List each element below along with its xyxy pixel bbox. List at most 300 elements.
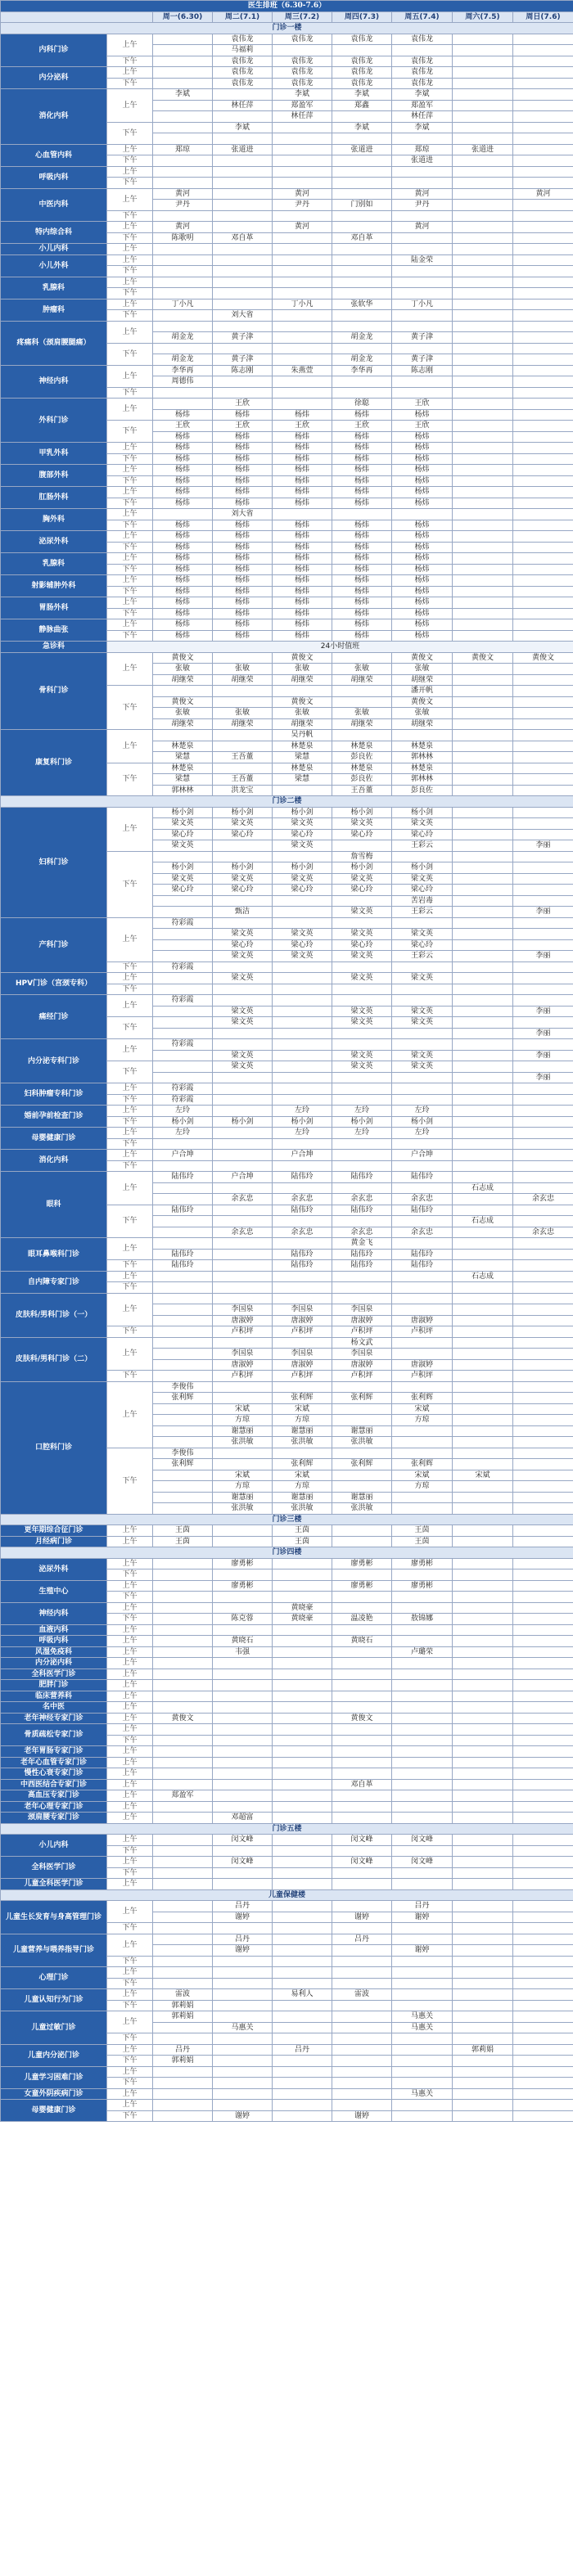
- doctor-cell: 杨炜: [332, 443, 392, 454]
- doctor-cell: 马福莉: [213, 45, 273, 56]
- doctor-cell: [453, 917, 513, 929]
- doctor-cell: [153, 929, 213, 940]
- doctor-cell: 敖锦娜: [392, 1614, 453, 1625]
- doctor-cell: 方琼: [392, 1415, 453, 1426]
- doctor-cell: 谢慧丽: [332, 1425, 392, 1437]
- doctor-cell: 梁心玲: [392, 885, 453, 896]
- doctor-cell: [392, 1028, 453, 1039]
- doctor-cell: 梁文英: [332, 929, 392, 940]
- doctor-cell: [453, 1768, 513, 1780]
- doctor-cell: [392, 178, 453, 189]
- department-name: 更年期综合征门诊: [1, 1525, 107, 1537]
- doctor-cell: [332, 1967, 392, 1979]
- doctor-cell: [513, 1381, 573, 1393]
- doctor-cell: 杨炜: [392, 453, 453, 465]
- doctor-cell: [392, 288, 453, 299]
- doctor-cell: [453, 354, 513, 366]
- doctor-cell: 张道进: [392, 155, 453, 167]
- doctor-cell: 李华再: [332, 365, 392, 376]
- doctor-cell: [453, 232, 513, 244]
- doctor-cell: [453, 475, 513, 487]
- doctor-cell: [513, 56, 573, 67]
- doctor-cell: [153, 2022, 213, 2033]
- time-slot-label: 上午: [107, 1901, 153, 1923]
- doctor-cell: 梁文英: [332, 1006, 392, 1017]
- doctor-cell: [453, 1371, 513, 1382]
- doctor-cell: 梁心玲: [332, 829, 392, 840]
- doctor-cell: 杨炜: [273, 475, 332, 487]
- time-slot-label: 下午: [107, 630, 153, 642]
- schedule-row: [1, 1669, 573, 1680]
- schedule-row: [1, 1646, 573, 1658]
- doctor-cell: [513, 961, 573, 973]
- doctor-cell: 陈歌明: [153, 232, 213, 244]
- schedule-row: [1, 973, 573, 984]
- doctor-cell: 杨炜: [273, 520, 332, 531]
- doctor-cell: [513, 1403, 573, 1415]
- doctor-cell: 林楚泉: [153, 741, 213, 752]
- time-slot-label: 上午: [107, 443, 153, 454]
- doctor-cell: 邓自革: [213, 232, 273, 244]
- department-name: 血液内科: [1, 1624, 107, 1636]
- doctor-cell: 廖勇彬: [392, 1580, 453, 1592]
- doctor-cell: 黄晓豪: [273, 1602, 332, 1614]
- doctor-cell: [332, 277, 392, 288]
- doctor-cell: [273, 1912, 332, 1923]
- doctor-cell: [392, 1978, 453, 1989]
- department-name: 呼吸内科: [1, 166, 107, 188]
- doctor-cell: 杨炜: [273, 630, 332, 642]
- doctor-cell: 徐聪: [332, 399, 392, 410]
- doctor-cell: [273, 232, 332, 244]
- doctor-cell: [153, 1061, 213, 1073]
- day-header: 周六(7.5): [453, 11, 513, 23]
- section-header-row: [1, 796, 573, 808]
- doctor-cell: 黄俊文: [332, 1713, 392, 1724]
- doctor-cell: [513, 387, 573, 399]
- doctor-cell: [213, 343, 273, 354]
- time-slot-label: 上午: [107, 597, 153, 609]
- doctor-cell: [153, 1558, 213, 1569]
- doctor-cell: 杨炜: [213, 630, 273, 642]
- doctor-cell: [153, 1326, 213, 1338]
- time-slot-label: 上午: [107, 1934, 153, 1956]
- doctor-cell: [273, 2078, 332, 2089]
- doctor-cell: [453, 67, 513, 79]
- doctor-cell: [453, 321, 513, 332]
- doctor-cell: 袁伟龙: [392, 67, 453, 79]
- doctor-cell: [513, 564, 573, 575]
- doctor-cell: [453, 421, 513, 432]
- doctor-cell: [513, 376, 573, 388]
- doctor-cell: [153, 1138, 213, 1150]
- doctor-cell: [273, 1282, 332, 1294]
- schedule-row: [1, 597, 573, 609]
- doctor-cell: [513, 178, 573, 189]
- doctor-cell: 杨炜: [153, 453, 213, 465]
- doctor-cell: [453, 2022, 513, 2033]
- doctor-cell: 杨炜: [153, 630, 213, 642]
- doctor-cell: [273, 376, 332, 388]
- doctor-cell: 梁文英: [332, 951, 392, 962]
- doctor-cell: [392, 1879, 453, 1890]
- doctor-cell: 胡继荣: [392, 674, 453, 686]
- doctor-cell: 李斌: [273, 89, 332, 101]
- doctor-cell: [513, 122, 573, 133]
- doctor-cell: [332, 1956, 392, 1967]
- doctor-cell: [153, 907, 213, 918]
- doctor-cell: [332, 2088, 392, 2100]
- schedule-row: [1, 1381, 573, 1393]
- doctor-cell: 余玄忠: [213, 1227, 273, 1238]
- doctor-cell: [332, 2066, 392, 2078]
- doctor-cell: 梁文英: [273, 929, 332, 940]
- doctor-cell: 梁文英: [213, 1017, 273, 1029]
- doctor-cell: [273, 155, 332, 167]
- doctor-cell: 杨炜: [213, 409, 273, 421]
- doctor-cell: [513, 1481, 573, 1493]
- doctor-cell: [153, 56, 213, 67]
- time-slot-label: 上午: [107, 2100, 153, 2111]
- department-name: 生殖中心: [1, 1580, 107, 1602]
- doctor-cell: [453, 2056, 513, 2067]
- doctor-cell: [513, 487, 573, 498]
- doctor-cell: 杨炜: [273, 542, 332, 553]
- department-name: 中西医结合专家门诊: [1, 1779, 107, 1790]
- day-header: 周四(7.3): [332, 11, 392, 23]
- time-slot-label: 下午: [107, 178, 153, 189]
- doctor-cell: 梁文英: [332, 1017, 392, 1029]
- doctor-cell: 杨炜: [273, 553, 332, 565]
- time-slot-label: 下午: [107, 2033, 153, 2045]
- doctor-cell: [392, 343, 453, 354]
- doctor-cell: 詹雪梅: [332, 851, 392, 862]
- doctor-cell: [513, 1094, 573, 1106]
- schedule-row: [1, 1536, 573, 1547]
- doctor-cell: [153, 1503, 213, 1515]
- doctor-cell: [513, 1083, 573, 1095]
- doctor-cell: 王欣: [213, 399, 273, 410]
- doctor-cell: 胡继荣: [392, 718, 453, 730]
- doctor-cell: [453, 1072, 513, 1083]
- doctor-cell: [153, 2078, 213, 2089]
- doctor-cell: 杨炜: [332, 498, 392, 509]
- doctor-cell: [332, 1072, 392, 1083]
- doctor-cell: [453, 210, 513, 222]
- doctor-cell: [153, 1028, 213, 1039]
- doctor-cell: 郑琼: [392, 144, 453, 155]
- doctor-cell: [513, 332, 573, 344]
- doctor-cell: 方琼: [273, 1415, 332, 1426]
- doctor-cell: 唐淑婷: [392, 1359, 453, 1371]
- doctor-cell: [153, 100, 213, 111]
- schedule-row: [1, 67, 573, 79]
- doctor-cell: [153, 310, 213, 322]
- doctor-cell: 谢慧丽: [213, 1492, 273, 1503]
- doctor-cell: [213, 1702, 273, 1714]
- doctor-cell: 王茵: [153, 1536, 213, 1547]
- doctor-cell: 尹丹: [153, 200, 213, 211]
- doctor-cell: [392, 1801, 453, 1813]
- doctor-cell: [153, 1702, 213, 1714]
- doctor-cell: 杨炜: [273, 597, 332, 609]
- doctor-cell: [273, 1580, 332, 1592]
- doctor-cell: 王欣: [392, 421, 453, 432]
- department-name: 儿童全科医学门诊: [1, 1879, 107, 1890]
- department-name: 腹部外科: [1, 465, 107, 487]
- doctor-cell: 张洪敏: [213, 1503, 273, 1515]
- doctor-cell: 袁伟龙: [273, 78, 332, 89]
- doctor-cell: [213, 851, 273, 862]
- doctor-cell: 郭林林: [392, 752, 453, 763]
- doctor-cell: [153, 1779, 213, 1790]
- day-header: 周五(7.4): [392, 11, 453, 23]
- doctor-cell: [213, 895, 273, 907]
- doctor-cell: [273, 1293, 332, 1304]
- doctor-cell: 黄河: [392, 188, 453, 200]
- department-name: 骨科门诊: [1, 652, 107, 730]
- doctor-cell: [213, 1525, 273, 1537]
- doctor-cell: [453, 1658, 513, 1669]
- doctor-cell: [453, 1867, 513, 1879]
- doctor-cell: 唐淑婷: [332, 1359, 392, 1371]
- doctor-cell: 梁文英: [153, 840, 213, 852]
- department-name: 内分泌内科: [1, 1658, 107, 1669]
- doctor-cell: [513, 1713, 573, 1724]
- department-name: 消化内科: [1, 89, 107, 145]
- doctor-cell: [153, 851, 213, 862]
- time-slot-label: 上午: [107, 1381, 153, 1448]
- doctor-cell: [513, 100, 573, 111]
- doctor-cell: [273, 2066, 332, 2078]
- doctor-cell: [392, 1448, 453, 1459]
- doctor-cell: 胡继荣: [213, 718, 273, 730]
- doctor-cell: [513, 1923, 573, 1934]
- doctor-cell: 宋斌: [453, 1470, 513, 1481]
- doctor-cell: [273, 2088, 332, 2100]
- doctor-cell: [513, 1967, 573, 1979]
- doctor-cell: [513, 1691, 573, 1702]
- schedule-note: 24小时值班: [107, 642, 573, 653]
- doctor-cell: [213, 321, 273, 332]
- doctor-cell: 黄俊文: [453, 652, 513, 664]
- doctor-cell: 梁文英: [332, 818, 392, 830]
- doctor-cell: [513, 807, 573, 818]
- doctor-cell: 杨炜: [273, 586, 332, 597]
- doctor-cell: 廖勇彬: [213, 1580, 273, 1592]
- doctor-cell: [273, 1813, 332, 1824]
- doctor-cell: [213, 1879, 273, 1890]
- doctor-cell: [273, 1160, 332, 1172]
- doctor-cell: 余玄忠: [273, 1194, 332, 1205]
- doctor-cell: [513, 1956, 573, 1967]
- doctor-cell: 张利辉: [273, 1393, 332, 1404]
- doctor-cell: [273, 1182, 332, 1194]
- doctor-cell: 卢积坪: [332, 1371, 392, 1382]
- doctor-cell: [392, 1867, 453, 1879]
- schedule-row: [1, 2044, 573, 2056]
- doctor-cell: 梁心玲: [153, 829, 213, 840]
- doctor-cell: [453, 332, 513, 344]
- doctor-cell: [153, 1724, 213, 1736]
- doctor-cell: 丁小凡: [153, 299, 213, 310]
- doctor-cell: [153, 1006, 213, 1017]
- doctor-cell: 方琼: [213, 1415, 273, 1426]
- doctor-cell: [453, 2011, 513, 2023]
- department-name: 泌尿外科: [1, 1558, 107, 1580]
- doctor-cell: 杨炜: [273, 619, 332, 631]
- day-header: 周日(7.6): [513, 11, 573, 23]
- doctor-cell: [273, 1956, 332, 1967]
- doctor-cell: [513, 1249, 573, 1260]
- doctor-cell: [453, 1779, 513, 1790]
- doctor-cell: [453, 752, 513, 763]
- department-name: 儿童认知行为门诊: [1, 1989, 107, 2011]
- doctor-cell: 陆伟玲: [392, 1205, 453, 1216]
- schedule-row: [1, 1525, 573, 1537]
- schedule-row: [1, 531, 573, 543]
- doctor-cell: [213, 1337, 273, 1349]
- schedule-row: [1, 1790, 573, 1802]
- time-slot-label: 下午: [107, 984, 153, 995]
- doctor-cell: [213, 188, 273, 200]
- doctor-cell: [392, 1293, 453, 1304]
- doctor-cell: [453, 1039, 513, 1051]
- time-slot-label: 下午: [107, 851, 153, 917]
- doctor-cell: [153, 1768, 213, 1780]
- doctor-cell: 林楚泉: [392, 741, 453, 752]
- department-name: 母婴健康门诊: [1, 1128, 107, 1150]
- schedule-row: [1, 1901, 573, 1912]
- doctor-cell: [273, 1967, 332, 1979]
- doctor-cell: 张洪敏: [332, 1437, 392, 1448]
- doctor-cell: [213, 1216, 273, 1227]
- doctor-cell: [392, 1437, 453, 1448]
- doctor-cell: [332, 1160, 392, 1172]
- doctor-cell: [273, 851, 332, 862]
- doctor-cell: [392, 509, 453, 520]
- doctor-cell: [392, 166, 453, 178]
- time-slot-label: 下午: [107, 1614, 153, 1625]
- doctor-cell: [332, 1282, 392, 1294]
- doctor-cell: 苦岩毒: [392, 895, 453, 907]
- doctor-cell: [213, 266, 273, 277]
- doctor-cell: [513, 1293, 573, 1304]
- doctor-cell: [513, 1061, 573, 1073]
- doctor-cell: 符彩霞: [153, 1094, 213, 1106]
- doctor-cell: 户合坤: [273, 1150, 332, 1161]
- doctor-cell: [153, 730, 213, 741]
- doctor-cell: [453, 807, 513, 818]
- doctor-cell: 梁文英: [213, 818, 273, 830]
- doctor-cell: 张敏: [273, 708, 332, 719]
- doctor-cell: [513, 254, 573, 266]
- doctor-cell: [513, 1624, 573, 1636]
- doctor-cell: [153, 244, 213, 255]
- doctor-cell: [273, 1592, 332, 1603]
- doctor-cell: 黄河: [153, 188, 213, 200]
- time-slot-label: 下午: [107, 2000, 153, 2011]
- doctor-cell: [153, 1757, 213, 1768]
- doctor-cell: [213, 1083, 273, 1095]
- doctor-cell: 谢婷: [392, 1912, 453, 1923]
- section-title: 门诊五楼: [1, 1823, 573, 1835]
- doctor-cell: 李国泉: [213, 1349, 273, 1360]
- doctor-cell: 杨炜: [332, 597, 392, 609]
- doctor-cell: [513, 929, 573, 940]
- doctor-cell: [453, 465, 513, 476]
- doctor-cell: [213, 1713, 273, 1724]
- time-slot-label: 下午: [107, 1326, 153, 1338]
- time-slot-label: 上午: [107, 1658, 153, 1669]
- doctor-cell: 袁伟龙: [392, 56, 453, 67]
- doctor-cell: 杨炜: [392, 475, 453, 487]
- doctor-cell: 左玲: [273, 1106, 332, 1117]
- doctor-cell: [453, 343, 513, 354]
- doctor-cell: 杨小剑: [213, 1116, 273, 1128]
- doctor-cell: [392, 1967, 453, 1979]
- doctor-cell: 杨炜: [213, 520, 273, 531]
- department-name: 儿童生长发育与身高管理门诊: [1, 1901, 107, 1934]
- doctor-cell: 黄河: [153, 222, 213, 233]
- doctor-cell: 杨炜: [273, 564, 332, 575]
- doctor-cell: [273, 1271, 332, 1282]
- doctor-cell: 杨炜: [153, 542, 213, 553]
- doctor-cell: [213, 1381, 273, 1393]
- doctor-cell: 左玲: [153, 1128, 213, 1139]
- time-slot-label: 下午: [107, 343, 153, 365]
- doctor-cell: [453, 1128, 513, 1139]
- doctor-cell: 黄俊文: [153, 696, 213, 708]
- doctor-cell: [273, 1669, 332, 1680]
- doctor-cell: [453, 1724, 513, 1736]
- time-slot-label: 下午: [107, 608, 153, 619]
- doctor-cell: [153, 1614, 213, 1625]
- doctor-cell: [153, 1492, 213, 1503]
- time-slot-label: 上午: [107, 1128, 153, 1139]
- department-name: 儿童过敏门诊: [1, 2011, 107, 2045]
- doctor-cell: [453, 1923, 513, 1934]
- doctor-cell: 黄晓石: [213, 1636, 273, 1647]
- doctor-cell: [153, 1227, 213, 1238]
- doctor-cell: 杨炜: [392, 487, 453, 498]
- doctor-cell: 杨炜: [273, 453, 332, 465]
- doctor-cell: [453, 1735, 513, 1746]
- time-slot-label: 下午: [107, 1956, 153, 1967]
- doctor-cell: 李斌: [153, 89, 213, 101]
- doctor-cell: [273, 1028, 332, 1039]
- time-slot-label: 上午: [107, 1602, 153, 1614]
- doctor-cell: 陆金荣: [392, 254, 453, 266]
- doctor-cell: [513, 696, 573, 708]
- doctor-cell: [513, 1867, 573, 1879]
- doctor-cell: 李斌: [392, 89, 453, 101]
- doctor-cell: [213, 1238, 273, 1250]
- doctor-cell: [453, 200, 513, 211]
- doctor-cell: [513, 1238, 573, 1250]
- schedule-row: [1, 1879, 573, 1890]
- doctor-cell: 左玲: [392, 1128, 453, 1139]
- doctor-cell: [513, 1448, 573, 1459]
- doctor-cell: 王欣: [392, 399, 453, 410]
- department-name: 静脉曲张: [1, 619, 107, 642]
- doctor-cell: [213, 133, 273, 145]
- doctor-cell: [153, 1658, 213, 1669]
- doctor-cell: [332, 1724, 392, 1736]
- doctor-cell: [513, 718, 573, 730]
- doctor-cell: [273, 1779, 332, 1790]
- doctor-cell: 周德伟: [153, 376, 213, 388]
